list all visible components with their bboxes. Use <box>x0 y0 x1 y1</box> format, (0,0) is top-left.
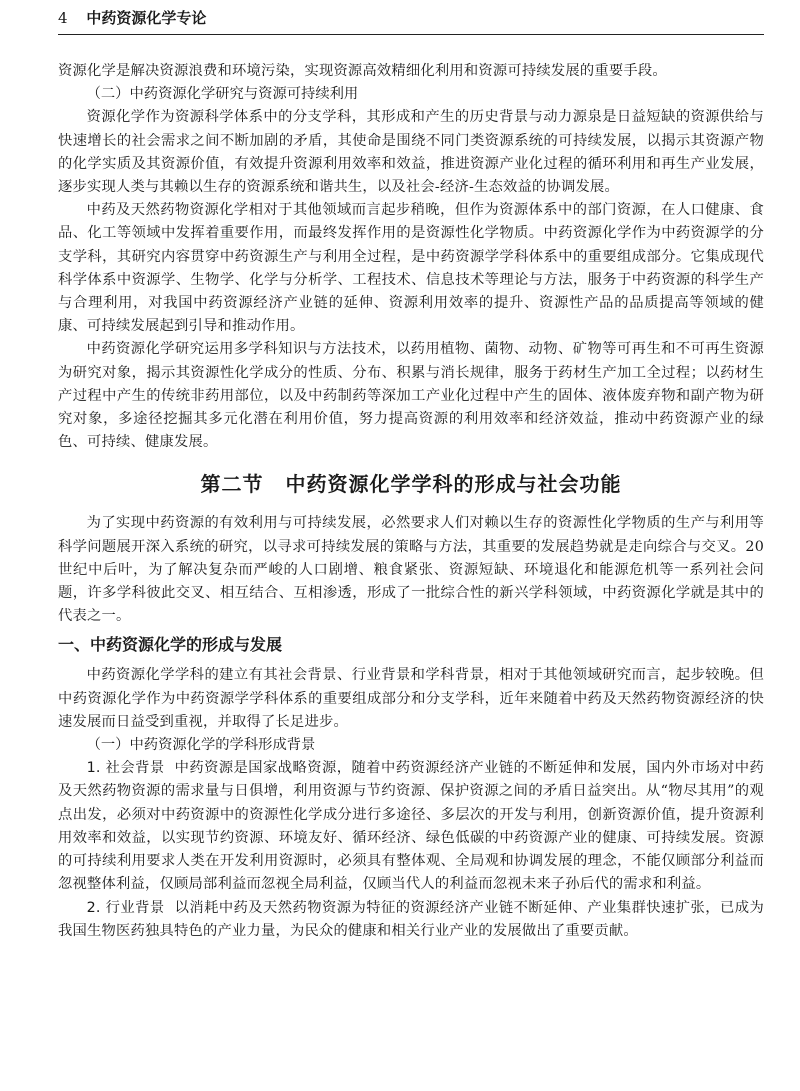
subheading: （一）中药资源化学的学科形成背景 <box>86 737 316 754</box>
section-title-text: 中药资源化学学科的形成与社会功能 <box>285 472 622 497</box>
paragraph-text: 以消耗中药及天然药物资源为特征的资源经济产业链不断延伸、产业集群快速扩张，已成为我国生物医药独具特色的产业力量，为民众的健康和相关行业产业的发展做出了重要贡献。 <box>58 899 764 939</box>
paragraph: 中药及天然药物资源化学相对于其他领域而言起步稍晚，但作为资源体系中的部门资源，在人口健康、食品、化工等领域中发挥着重要作用，而最终发挥作用的是资源性化学物质。中药资源化学作为中药资源学的分支学科，其研究内容贯穿中药资源生产与利用全过程，是中药资源学学科体系中的重要组成部分。它集成现代科学体系中资源学、生物学、化学与分析学、工程技术、信息技术等理论与方法，服务于中药资源的科学生产与合理利用，对我国中药资源经济产业链的延伸、资源利用效率的提升、资源性产品的品质提高等领域的健康、可持续发展起到引导和推动作用。 <box>58 202 764 335</box>
paragraph: 中药资源化学学科的建立有其社会背景、行业背景和学科背景，相对于其他领域研究而言，起步较晚。但中药资源化学作为中药资源学学科体系的重要组成部分和分支学科，近年来随着中药及天然药物资源经济的快速发展而日益受到重视，并取得了长足进步。 <box>58 667 764 730</box>
page-body <box>58 60 764 943</box>
paragraph <box>58 897 764 943</box>
paragraph-label: 1. 社会背景 <box>86 760 165 777</box>
header-rule <box>58 34 764 35</box>
book-title: 中药资源化学专论 <box>86 9 207 27</box>
page-number: 4 <box>58 9 68 27</box>
running-header <box>58 8 758 28</box>
section-number: 第二节 <box>200 472 264 497</box>
subheading: （二）中药资源化学研究与资源可持续利用 <box>86 86 359 103</box>
paragraph: 资源化学作为资源科学体系中的分支学科，其形成和产生的历史背景与动力源泉是日益短缺的资源供给与快速增长的社会需求之间不断加剧的矛盾，其使命是围绕不同门类资源系统的可持续发展，以揭示其资源产物的化学实质及其资源价值，有效提升资源利用效率和效益，推进资源产业化过程的循环利用和再生产业发展，逐步实现人类与其赖以生存的资源系统和谐共生，以及社会-经济-生态效益的协调发展。 <box>58 109 764 196</box>
heading: 一、中药资源化学的形成与发展 <box>58 635 283 655</box>
section-title <box>58 470 764 498</box>
paragraph-text: 中药资源是国家战略资源，随着中药资源经济产业链的不断延伸和发展，国内外市场对中药及天然药物资源的需求量与日俱增，利用资源与节约资源、保护资源之间的矛盾日益突出。从“物尽其用”的观点出发，必须对中药资源中的资源性化学成分进行多途径、多层次的开发与利用，创新资源价值，提升资源利用效率和效益，以实现节约资源、环境友好、循环经济、绿色低碳的中药资源产业的健康、可持续发展。资源的可持续利用要求人类在开发利用资源时，必须具有整体观、全局观和协调发展的理念，不能仅顾部分利益而忽视整体利益，仅顾局部利益而忽视全局利益，仅顾当代人的利益而忽视未来子孙后代的需求和利益。 <box>58 760 764 893</box>
paragraph <box>58 757 764 896</box>
paragraph: 中药资源化学研究运用多学科知识与方法技术，以药用植物、菌物、动物、矿物等可再生和不可再生资源为研究对象，揭示其资源性化学成分的性质、分布、积累与消长规律，服务于药材生产加工全过程；以药材生产过程中产生的传统非药用部位，以及中药制药等深加工产业化过程中产生的固体、液体废弃物和副产物为研究对象，多途径挖掘其多元化潜在利用价值，努力提高资源的利用效率和经济效益，推动中药资源产业的绿色、可持续、健康发展。 <box>58 341 764 451</box>
paragraph: 资源化学是解决资源浪费和环境污染，实现资源高效精细化利用和资源可持续发展的重要手段。 <box>58 63 667 79</box>
paragraph-label: 2. 行业背景 <box>86 899 165 916</box>
paragraph: 为了实现中药资源的有效利用与可持续发展，必然要求人们对赖以生存的资源性化学物质的生产与利用等科学问题展开深入系统的研究，以寻求可持续发展的策略与方法，其重要的发展趋势就是走向综合与交叉。20世纪中后叶，为了解决复杂而严峻的人口剧增、粮食紧张、资源短缺、环境退化和能源危机等一系列社会问题，许多学科彼此交叉、相互结合、互相渗透，形成了一批综合性的新兴学科领域，中药资源化学就是其中的代表之一。 <box>58 515 764 625</box>
